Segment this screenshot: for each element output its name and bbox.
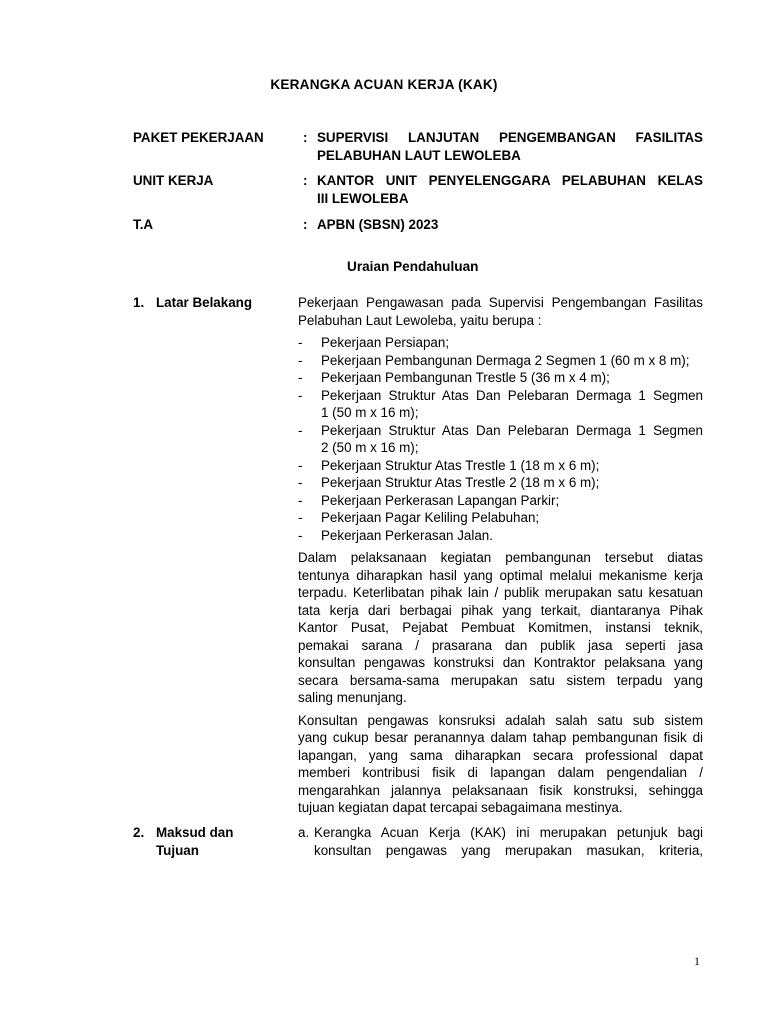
bullet-dash: - [298,352,303,368]
list-item [298,387,703,422]
section-title-line: Tujuan [156,842,199,858]
meta-label: UNIT KERJA [133,173,214,188]
text-line: secara bersama-sama merupakan satu sistem terpadu yang [298,672,703,688]
list-item [298,492,703,510]
list-item-text: Pekerjaan Struktur Atas Trestle 2 (18 m x 6 m); [321,475,600,490]
bullet-list [298,334,703,544]
list-item-text: Pekerjaan Pagar Keliling Pelabuhan; [321,510,540,525]
text-line: Dalam pelaksanaan kegiatan pembangunan tersebut diatas [298,550,703,565]
list-item-text: Pekerjaan Pembangunan Dermaga 2 Segmen 1 (60 m x 8 m); [321,352,690,368]
text-line: Konsultan pengawas konsruksi adalah salah satu sub sistem [298,712,703,728]
list-item [298,369,703,387]
list-item-text: Pekerjaan Persiapan; [321,335,450,350]
meta-value-line: KANTOR UNIT PENYELENGGARA PELABUHAN KELAS [317,173,703,188]
text-line: saling menunjang. [298,690,407,705]
section-title: Latar Belakang [156,295,253,310]
list-item [298,474,703,492]
bullet-dash: - [298,510,303,525]
list-item [298,527,703,545]
bullet-dash: - [298,457,303,473]
bullet-dash: - [298,527,303,543]
bullet-dash: - [298,370,303,385]
list-item-text: 2 (50 m x 16 m); [321,440,419,455]
text-line: memberi kontribusi fisik di lapangan dalam pengendalian / [298,765,703,780]
list-item-text: Pekerjaan Struktur Atas Dan Pelebaran Dermaga 1 Segmen [321,422,703,438]
text-line: Pelabuhan Laut Lewoleba, yaitu berupa : [298,312,542,328]
text-line: mengarahkan jalannya pelaksanaan fisik konstruksi, sehingga [298,782,703,798]
bullet-dash: - [298,492,303,508]
section-title-line: Maksud dan [156,825,234,840]
section-number: 2. [133,825,145,840]
text-line: Kantor Pusat, Pejabat Pembuat Komitmen, instansi teknik, [298,620,703,635]
text-line: tata kerja dari berbagai pihak yang terkait, diantaranya Pihak [298,602,703,618]
meta-value [317,216,703,234]
list-item [298,422,703,457]
list-item [298,457,703,475]
meta-colon: : [303,130,308,145]
list-item [298,509,703,527]
meta-colon: : [303,173,308,188]
meta-value-line: SUPERVISI LANJUTAN PENGEMBANGAN FASILITAS [317,130,703,145]
list-item-text: Pekerjaan Perkerasan Lapangan Parkir; [321,492,560,508]
body-paragraph [298,712,703,817]
list-item-text: Pekerjaan Struktur Atas Trestle 1 (18 m x 6 m); [321,457,600,473]
meta-value-line: III LEWOLEBA [317,190,409,206]
list-item [298,824,703,859]
list-item [298,352,703,370]
text-line: lapangan, yang sama diharapkan secara professional dapat [298,747,703,763]
section-body-latar-belakang [298,294,703,817]
page-number: 1 [694,954,700,968]
body-paragraph [298,549,703,707]
list-item-text: Pekerjaan Perkerasan Jalan. [321,527,493,543]
section-title [156,824,286,859]
text-line: Kerangka Acuan Kerja (KAK) ini merupakan petunjuk bagi [314,825,703,840]
meta-value [317,172,703,207]
bullet-dash: - [298,335,303,350]
meta-value-line: PELABUHAN LAUT LEWOLEBA [317,147,521,163]
list-item-text: 1 (50 m x 16 m); [321,405,419,420]
section-subheading: Uraian Pendahuluan [347,259,479,274]
text-line: tujuan kegiatan dapat tercapai sebagaimana mestinya. [298,800,623,815]
text-line: konsultan pengawas yang merupakan masukan, kriteria, [314,842,703,858]
section-number: 1. [133,295,145,310]
document-title: KERANGKA ACUAN KERJA (KAK) [270,77,498,92]
text-line: yang cukup besar peranannya dalam tahap pembangunan fisik di [298,730,703,745]
meta-label: PAKET PEKERJAAN [133,130,264,145]
list-item [298,334,703,352]
bullet-dash: - [298,475,303,490]
text-line: Pekerjaan Pengawasan pada Supervisi Pengembangan Fasilitas [298,295,703,310]
meta-colon: : [303,217,308,232]
text-line: konsultan pengawas konstruksi dan Kontraktor pelaksana yang [298,655,703,670]
meta-label: T.A [133,217,154,232]
text-line: pemakai sarana / prasarana dan publik jasa seperti jasa [298,637,703,653]
intro-paragraph [298,294,703,329]
meta-value-line: APBN (SBSN) 2023 [317,217,439,232]
item-marker: a. [298,825,310,840]
bullet-dash: - [298,422,303,438]
text-line: tentunya diharapkan hasil yang optimal melalui mekanisme kerja [298,567,703,583]
meta-value [317,129,703,164]
bullet-dash: - [298,387,303,403]
section-body-maksud-tujuan [298,824,703,859]
list-item-text: Pekerjaan Struktur Atas Dan Pelebaran Dermaga 1 Segmen [321,387,703,403]
list-item-text: Pekerjaan Pembangunan Trestle 5 (36 m x 4 m); [321,370,610,385]
text-line: terpadu. Keterlibatan pihak lain / publik merupakan satu kesatuan [298,585,703,600]
